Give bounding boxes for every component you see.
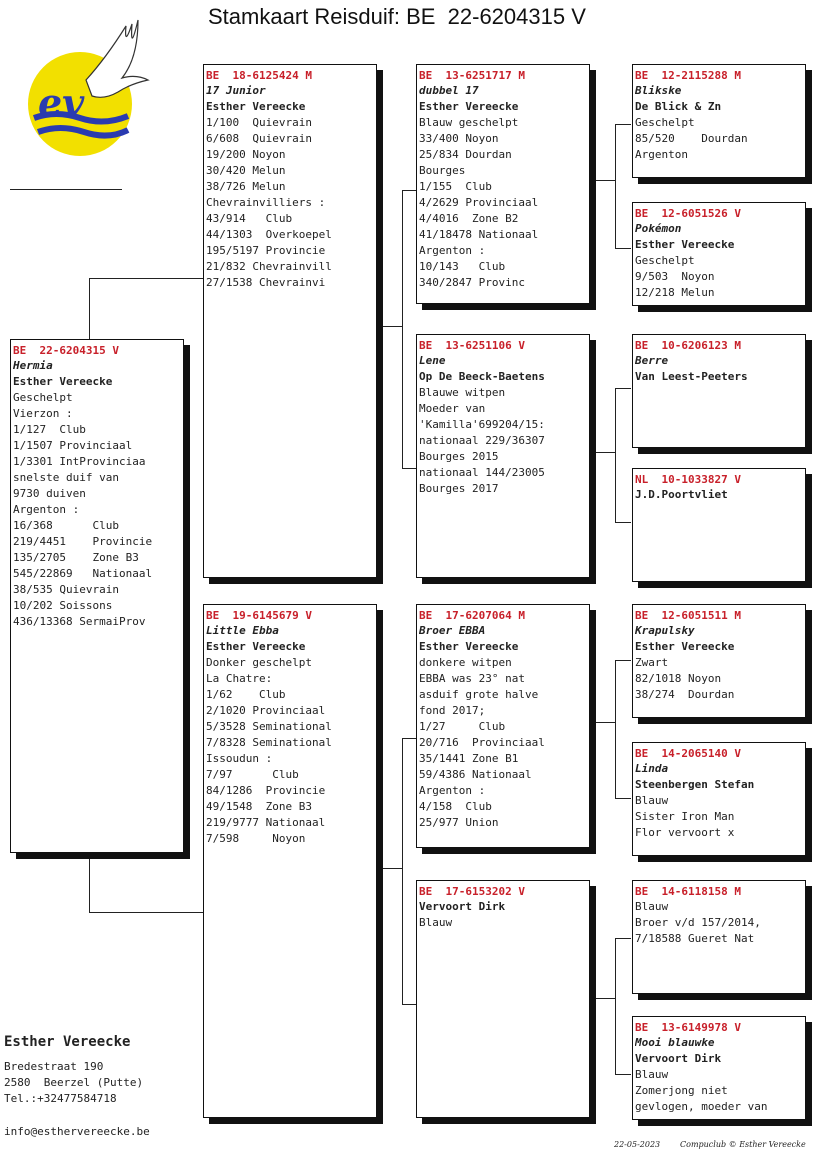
divider-line bbox=[10, 189, 122, 190]
card-line: Argenton bbox=[635, 148, 688, 161]
pigeon-name: Berre bbox=[635, 354, 669, 367]
ring-number: BE 17-6153202 V bbox=[419, 885, 525, 898]
card-line: Blauw geschelpt bbox=[419, 116, 519, 129]
card-line: 35/1441 Zone B1 bbox=[419, 752, 519, 765]
owner-name: Steenbergen Stefan bbox=[635, 778, 755, 791]
breeder-name: Esther Vereecke bbox=[4, 1034, 131, 1050]
card-line: Flor vervoort x bbox=[635, 826, 735, 839]
card-line: 7/8328 Seminational bbox=[206, 736, 332, 749]
pedigree-card-sss bbox=[632, 64, 806, 178]
card-line: EBBA was 23° nat bbox=[419, 672, 525, 685]
connector bbox=[402, 190, 416, 191]
connector bbox=[615, 248, 631, 249]
connector bbox=[402, 468, 416, 469]
card-line: 'Kamilla'699204/15: bbox=[419, 418, 545, 431]
card-line: 27/1538 Chevrainvi bbox=[206, 276, 326, 289]
ring-number: BE 12-6051511 M bbox=[635, 609, 741, 622]
pigeon-name: Hermia bbox=[13, 359, 53, 372]
ring-number: NL 10-1033827 V bbox=[635, 473, 741, 486]
card-line: 84/1286 Provincie bbox=[206, 784, 326, 797]
card-line: Blauw bbox=[419, 916, 453, 929]
card-line: gevlogen, moeder van bbox=[635, 1100, 768, 1113]
card-line: 38/726 Melun bbox=[206, 180, 286, 193]
connector bbox=[615, 660, 631, 661]
pigeon-name: Krapulsky bbox=[635, 624, 695, 637]
ring-number: BE 12-2115288 M bbox=[635, 69, 741, 82]
ring-number: BE 13-6251717 M bbox=[419, 69, 525, 82]
connector bbox=[615, 938, 631, 939]
card-line: Broer v/d 157/2014, bbox=[635, 916, 761, 929]
connector bbox=[402, 190, 403, 468]
card-line: 85/520 Dourdan bbox=[635, 132, 748, 145]
pedigree-card-dam-dam bbox=[416, 880, 590, 1118]
owner-name: Esther Vereecke bbox=[13, 375, 113, 388]
pedigree-card-sdd bbox=[632, 468, 806, 582]
connector bbox=[402, 738, 403, 1004]
connector bbox=[376, 868, 402, 869]
pedigree-card-dss bbox=[632, 604, 806, 718]
card-line: 1/3301 IntProvinciaa bbox=[13, 455, 146, 468]
connector bbox=[589, 722, 615, 723]
breeder-city: 2580 Beerzel (Putte) bbox=[4, 1076, 144, 1089]
connector bbox=[615, 124, 631, 125]
pedigree-card-subject bbox=[10, 339, 184, 853]
pigeon-name: Pokémon bbox=[635, 222, 682, 235]
connector bbox=[89, 852, 90, 912]
connector bbox=[615, 660, 616, 798]
ring-number: BE 18-6125424 M bbox=[206, 69, 312, 82]
pedigree-card-dam-sire bbox=[416, 604, 590, 848]
card-line: 1/1507 Provinciaal bbox=[13, 439, 133, 452]
owner-name: Vervoort Dirk bbox=[419, 900, 506, 913]
card-line: 4/2629 Provinciaal bbox=[419, 196, 539, 209]
card-line: Bourges 2015 bbox=[419, 450, 499, 463]
club-logo bbox=[26, 18, 166, 160]
connector bbox=[89, 912, 204, 913]
card-line: Blauwe witpen bbox=[419, 386, 506, 399]
connector bbox=[89, 278, 90, 340]
card-line: 7/598 Noyon bbox=[206, 832, 306, 845]
owner-name: Esther Vereecke bbox=[206, 640, 306, 653]
connector bbox=[615, 124, 616, 248]
card-line: Bourges bbox=[419, 164, 466, 177]
card-line: 44/1303 Overkoepel bbox=[206, 228, 332, 241]
card-line: 43/914 Club bbox=[206, 212, 293, 225]
card-line: Blauw bbox=[635, 1068, 669, 1081]
card-line: 25/977 Union bbox=[419, 816, 499, 829]
card-line: Donker geschelpt bbox=[206, 656, 312, 669]
card-line: 7/18588 Gueret Nat bbox=[635, 932, 755, 945]
pedigree-card-sire-sire bbox=[416, 64, 590, 304]
card-line: 16/368 Club bbox=[13, 519, 119, 532]
connector bbox=[589, 180, 615, 181]
owner-name: Op De Beeck-Baetens bbox=[419, 370, 545, 383]
card-line: Blauw bbox=[635, 900, 669, 913]
card-line: 38/535 Quievrain bbox=[13, 583, 119, 596]
owner-name: Van Leest-Peeters bbox=[635, 370, 748, 383]
card-line: Issoudun : bbox=[206, 752, 273, 765]
ring-number: BE 19-6145679 V bbox=[206, 609, 312, 622]
card-line: 135/2705 Zone B3 bbox=[13, 551, 139, 564]
card-line: 545/22869 Nationaal bbox=[13, 567, 153, 580]
connector bbox=[615, 1074, 631, 1075]
breeder-street: Bredestraat 190 bbox=[4, 1060, 104, 1073]
card-line: Geschelpt bbox=[635, 116, 695, 129]
owner-name: Esther Vereecke bbox=[419, 100, 519, 113]
card-line: 219/9777 Nationaal bbox=[206, 816, 326, 829]
card-line: Argenton : bbox=[419, 244, 486, 257]
pigeon-name: 17 Junior bbox=[206, 84, 266, 97]
card-line: Chevrainvilliers : bbox=[206, 196, 326, 209]
owner-name: Esther Vereecke bbox=[206, 100, 306, 113]
connector bbox=[589, 998, 615, 999]
card-line: 1/62 Club bbox=[206, 688, 286, 701]
pedigree-card-dds bbox=[632, 880, 806, 994]
ring-number: BE 13-6251106 V bbox=[419, 339, 525, 352]
card-line: 30/420 Melun bbox=[206, 164, 286, 177]
card-line: 1/127 Club bbox=[13, 423, 86, 436]
card-line: 59/4386 Nationaal bbox=[419, 768, 532, 781]
card-line: 1/155 Club bbox=[419, 180, 492, 193]
card-line: 340/2847 Provinc bbox=[419, 276, 525, 289]
pedigree-card-sds bbox=[632, 334, 806, 448]
card-line: asduif grote halve bbox=[419, 688, 539, 701]
card-line: 49/1548 Zone B3 bbox=[206, 800, 312, 813]
pigeon-name: Mooi blauwke bbox=[635, 1036, 715, 1049]
card-line: 7/97 Club bbox=[206, 768, 299, 781]
owner-name: Esther Vereecke bbox=[635, 640, 735, 653]
card-line: Vierzon : bbox=[13, 407, 73, 420]
card-line: 25/834 Dourdan bbox=[419, 148, 512, 161]
owner-name: Esther Vereecke bbox=[635, 238, 735, 251]
pedigree-card-dsd bbox=[632, 742, 806, 856]
card-line: 195/5197 Provincie bbox=[206, 244, 326, 257]
ring-number: BE 13-6149978 V bbox=[635, 1021, 741, 1034]
connector bbox=[615, 522, 631, 523]
ring-number: BE 22-6204315 V bbox=[13, 344, 119, 357]
pigeon-name: Lene bbox=[419, 354, 446, 367]
card-line: 436/13368 SermaiProv bbox=[13, 615, 146, 628]
pigeon-name: dubbel 17 bbox=[419, 84, 479, 97]
card-line: 1/100 Quievrain bbox=[206, 116, 312, 129]
card-line: Argenton : bbox=[419, 784, 486, 797]
connector bbox=[615, 388, 631, 389]
card-line: Geschelpt bbox=[635, 254, 695, 267]
svg-text:ev: ev bbox=[38, 80, 85, 125]
print-date: 22-05-2023 bbox=[614, 1140, 661, 1149]
card-line: Zomerjong niet bbox=[635, 1084, 728, 1097]
card-line: 38/274 Dourdan bbox=[635, 688, 735, 701]
connector bbox=[615, 798, 631, 799]
card-line: snelste duif van bbox=[13, 471, 119, 484]
ring-number: BE 10-6206123 M bbox=[635, 339, 741, 352]
card-line: 9/503 Noyon bbox=[635, 270, 715, 283]
card-line: 82/1018 Noyon bbox=[635, 672, 722, 685]
pigeon-name: Linda bbox=[635, 762, 669, 775]
connector bbox=[615, 938, 616, 1074]
card-line: 219/4451 Provincie bbox=[13, 535, 153, 548]
pedigree-card-dam bbox=[203, 604, 377, 1118]
owner-name: Esther Vereecke bbox=[419, 640, 519, 653]
card-line: nationaal 229/36307 bbox=[419, 434, 545, 447]
pedigree-card-ddd bbox=[632, 1016, 806, 1120]
ring-number: BE 12-6051526 V bbox=[635, 207, 741, 220]
card-line: Blauw bbox=[635, 794, 669, 807]
owner-name: J.D.Poortvliet bbox=[635, 488, 728, 501]
card-line: Bourges 2017 bbox=[419, 482, 499, 495]
card-line: 6/608 Quievrain bbox=[206, 132, 312, 145]
card-line: 41/18478 Nationaal bbox=[419, 228, 539, 241]
card-line: fond 2017; bbox=[419, 704, 486, 717]
connector bbox=[589, 452, 615, 453]
card-line: 10/202 Soissons bbox=[13, 599, 113, 612]
card-line: 4/158 Club bbox=[419, 800, 492, 813]
ring-number: BE 14-2065140 V bbox=[635, 747, 741, 760]
card-line: Moeder van bbox=[419, 402, 486, 415]
card-line: 1/27 Club bbox=[419, 720, 506, 733]
card-line: donkere witpen bbox=[419, 656, 512, 669]
owner-name: Vervoort Dirk bbox=[635, 1052, 722, 1065]
ring-number: BE 14-6118158 M bbox=[635, 885, 741, 898]
card-line: 21/832 Chevrainvill bbox=[206, 260, 332, 273]
card-line: 10/143 Club bbox=[419, 260, 506, 273]
pigeon-name: Blikske bbox=[635, 84, 682, 97]
card-line: 4/4016 Zone B2 bbox=[419, 212, 519, 225]
pedigree-card-ssd bbox=[632, 202, 806, 306]
page-title: Stamkaart Reisduif: BE 22-6204315 V bbox=[208, 4, 586, 29]
card-line: 19/200 Noyon bbox=[206, 148, 286, 161]
ring-number: BE 17-6207064 M bbox=[419, 609, 525, 622]
footer-credit: Compuclub © Esther Vereecke bbox=[680, 1140, 806, 1149]
card-line: La Chatre: bbox=[206, 672, 273, 685]
card-line: Sister Iron Man bbox=[635, 810, 735, 823]
pedigree-card-sire bbox=[203, 64, 377, 578]
card-line: Geschelpt bbox=[13, 391, 73, 404]
connector bbox=[615, 388, 616, 522]
card-line: 2/1020 Provinciaal bbox=[206, 704, 326, 717]
pedigree-card-sire-dam bbox=[416, 334, 590, 578]
card-line: 20/716 Provinciaal bbox=[419, 736, 545, 749]
owner-name: De Blick & Zn bbox=[635, 100, 722, 113]
connector bbox=[402, 1004, 416, 1005]
card-line: 33/400 Noyon bbox=[419, 132, 499, 145]
card-line: Argenton : bbox=[13, 503, 80, 516]
card-line: Zwart bbox=[635, 656, 669, 669]
breeder-email[interactable]: info@esthervereecke.be bbox=[4, 1125, 150, 1138]
connector bbox=[89, 278, 204, 279]
pigeon-name: Little Ebba bbox=[206, 624, 279, 637]
connector bbox=[376, 326, 402, 327]
breeder-phone: Tel.:+32477584718 bbox=[4, 1092, 117, 1105]
card-line: nationaal 144/23005 bbox=[419, 466, 545, 479]
card-line: 9730 duiven bbox=[13, 487, 86, 500]
card-line: 12/218 Melun bbox=[635, 286, 715, 299]
pigeon-name: Broer EBBA bbox=[419, 624, 486, 637]
card-line: 5/3528 Seminational bbox=[206, 720, 332, 733]
connector bbox=[402, 738, 416, 739]
